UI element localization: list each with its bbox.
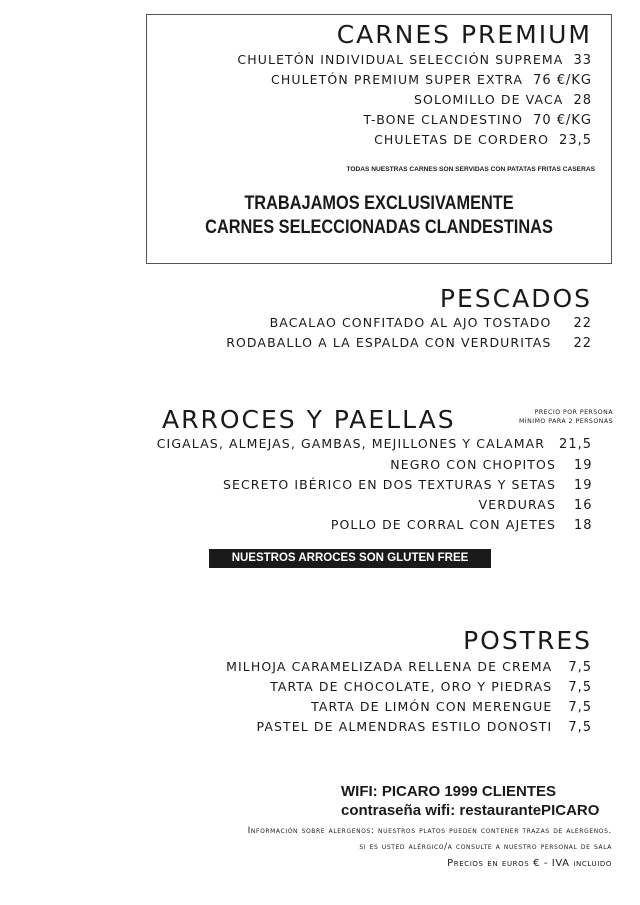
- arroces-note-line1: PRECIO POR PERSONA: [534, 409, 613, 416]
- menu-item: [271, 72, 592, 88]
- item-price: 33: [573, 53, 592, 68]
- allergen-line-1: Información sobre alergenos: nuestros platos pueden contener trazas de alergenos.: [247, 826, 612, 836]
- item-price: 18: [574, 518, 593, 533]
- item-name: CHULETÓN PREMIUM SUPER EXTRA: [271, 72, 524, 87]
- menu-item: [257, 719, 593, 735]
- wifi-line-1: WIFI: PICARO 1999 CLIENTES: [341, 783, 557, 800]
- item-price: 21,5: [559, 437, 592, 452]
- item-price: 7,5: [568, 700, 592, 715]
- item-price: 28: [573, 93, 592, 108]
- item-name: MILHOJA CARAMELIZADA RELLENA DE CREMA: [226, 659, 553, 674]
- carnes-title: CARNES PREMIUM: [336, 20, 592, 49]
- menu-item: [390, 457, 592, 473]
- menu-item: [331, 517, 592, 533]
- item-price: 23,5: [559, 133, 592, 148]
- item-price: 7,5: [568, 720, 592, 735]
- menu-item: [223, 477, 592, 493]
- item-name: T-BONE CLANDESTINO: [363, 112, 524, 127]
- item-price: 22: [573, 336, 592, 351]
- carnes-note: TODAS NUESTRAS CARNES SON SERVIDAS CON PATATAS FRITAS CASERAS: [346, 166, 595, 173]
- menu-item: [374, 132, 592, 148]
- item-name: CHULETÓN INDIVIDUAL SELECCIÓN SUPREMA: [237, 52, 564, 67]
- menu-item: [270, 679, 592, 695]
- item-name: POLLO DE CORRAL CON AJETES: [330, 517, 556, 532]
- postres-title: POSTRES: [463, 626, 592, 655]
- item-name: BACALAO CONFITADO AL AJO TOSTADO: [269, 315, 552, 330]
- item-name: TARTA DE LIMÓN CON MERENGUE: [311, 699, 553, 714]
- item-price: 19: [574, 478, 593, 493]
- menu-item: [237, 52, 592, 68]
- allergen-line-2: si es usted alérgico/a consulte a nuestro personal de sala: [359, 842, 612, 852]
- item-price: 76 €/KG: [533, 73, 592, 88]
- menu-item: [270, 315, 592, 331]
- menu-item: [226, 659, 592, 675]
- item-name: CIGALAS, ALMEJAS, GAMBAS, MEJILLONES Y CALAMAR: [156, 436, 546, 451]
- menu-item: [226, 335, 592, 351]
- item-price: 7,5: [568, 680, 592, 695]
- item-price: 19: [574, 458, 593, 473]
- item-name: CHULETAS DE CORDERO: [374, 132, 550, 147]
- item-name: RODABALLO A LA ESPALDA CON VERDURITAS: [226, 335, 552, 350]
- item-price: 16: [574, 498, 593, 513]
- menu-item: [157, 436, 592, 452]
- item-price: 22: [573, 316, 592, 331]
- item-name: TARTA DE CHOCOLATE, ORO Y PIEDRAS: [270, 679, 553, 694]
- pescados-title: PESCADOS: [439, 284, 592, 313]
- item-name: SOLOMILLO DE VACA: [413, 92, 564, 107]
- carnes-banner-line1: TRABAJAMOS EXCLUSIVAMENTE: [244, 193, 514, 214]
- arroces-price-note: [519, 408, 613, 426]
- item-price: 70 €/KG: [533, 113, 592, 128]
- menu-item: [479, 497, 592, 513]
- gluten-free-banner: NUESTROS ARROCES SON GLUTEN FREE: [209, 549, 491, 568]
- item-name: VERDURAS: [478, 497, 556, 512]
- menu-item: [311, 699, 592, 715]
- prices-line: Precios en euros € - IVA incluido: [447, 858, 612, 869]
- item-name: SECRETO IBÉRICO EN DOS TEXTURAS Y SETAS: [222, 477, 556, 492]
- arroces-note-line2: MÍNIMO PARA 2 PERSONAS: [518, 418, 613, 425]
- menu-item: [363, 112, 592, 128]
- item-name: NEGRO CON CHOPITOS: [390, 457, 556, 472]
- item-name: PASTEL DE ALMENDRAS ESTILO DONOSTI: [256, 719, 553, 734]
- menu-item: [414, 92, 592, 108]
- wifi-line-2: contraseña wifi: restaurantePICARO: [341, 802, 600, 819]
- arroces-title: ARROCES Y PAELLAS: [162, 405, 456, 434]
- item-price: 7,5: [568, 660, 592, 675]
- carnes-banner-line2: CARNES SELECCIONADAS CLANDESTINAS: [205, 217, 553, 238]
